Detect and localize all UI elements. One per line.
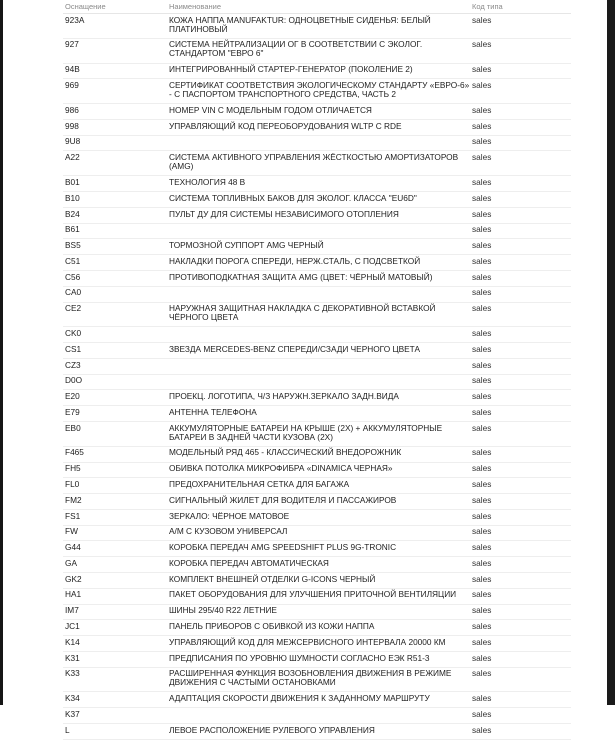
cell-name: УПРАВЛЯЮЩИЙ КОД ПЕРЕОБОРУДОВАНИЯ WLTP С RDE [167,119,470,135]
table-row [63,478,571,494]
header-code: Оснащение [63,0,167,14]
cell-name: СИСТЕМА АКТИВНОГО УПРАВЛЕНИЯ ЖЁСТКОСТЬЮ АМОРТИЗАТОРОВ (AMG) [167,151,470,176]
table-row [63,343,571,359]
cell-type-code: sales [470,79,571,104]
cell-type-code: sales [470,223,571,239]
cell-name [167,223,470,239]
table-row [63,446,571,462]
cell-code: 927 [63,38,167,63]
table-row [63,239,571,255]
table-row [63,192,571,208]
cell-code: FH5 [63,462,167,478]
table-row [63,327,571,343]
table-row [63,525,571,541]
cell-type-code: sales [470,494,571,510]
cell-name: А/М С КУЗОВОМ УНИВЕРСАЛ [167,525,470,541]
cell-code: JC1 [63,620,167,636]
table-row [63,494,571,510]
cell-code: EB0 [63,421,167,446]
cell-type-code: sales [470,104,571,120]
cell-name: ЗЕРКАЛО: ЧЁРНОЕ МАТОВОЕ [167,509,470,525]
table-row [63,692,571,708]
cell-code: B10 [63,192,167,208]
table-row [63,509,571,525]
cell-type-code: sales [470,446,571,462]
cell-type-code: sales [470,406,571,422]
cell-name: СИСТЕМА НЕЙТРАЛИЗАЦИИ ОГ В СООТВЕТСТВИИ С ЭКОЛОГ. СТАНДАРТОМ "ЕВРО 6" [167,38,470,63]
cell-name: ИНТЕГРИРОВАННЫЙ СТАРТЕР-ГЕНЕРАТОР (ПОКОЛЕНИЕ 2) [167,63,470,79]
cell-code: 998 [63,119,167,135]
cell-type-code: sales [470,573,571,589]
cell-type-code: sales [470,651,571,667]
cell-type-code: sales [470,343,571,359]
table-row [63,604,571,620]
table-row [63,573,571,589]
table-row [63,286,571,302]
cell-name: НОМЕР VIN С МОДЕЛЬНЫМ ГОДОМ ОТЛИЧАЕТСЯ [167,104,470,120]
table-row [63,119,571,135]
table-row [63,541,571,557]
cell-type-code: sales [470,390,571,406]
cell-code: CS1 [63,343,167,359]
cell-code: HA1 [63,588,167,604]
cell-name: СИГНАЛЬНЫЙ ЖИЛЕТ ДЛЯ ВОДИТЕЛЯ И ПАССАЖИРОВ [167,494,470,510]
cell-type-code: sales [470,327,571,343]
cell-name: ПРЕДПИСАНИЯ ПО УРОВНЮ ШУМНОСТИ СОГЛАСНО ЕЭК R51-3 [167,651,470,667]
table-row [63,255,571,271]
cell-code: FS1 [63,509,167,525]
cell-code: CE2 [63,302,167,327]
table-row [63,620,571,636]
cell-code: GA [63,557,167,573]
table-row [63,63,571,79]
cell-name: УПРАВЛЯЮЩИЙ КОД ДЛЯ МЕЖСЕРВИСНОГО ИНТЕРВАЛА 20000 КМ [167,636,470,652]
cell-type-code: sales [470,38,571,63]
cell-type-code: sales [470,636,571,652]
table-header-row [63,0,571,14]
cell-code: K14 [63,636,167,652]
cell-type-code: sales [470,588,571,604]
table-row [63,151,571,176]
cell-code: K31 [63,651,167,667]
cell-code: 94B [63,63,167,79]
cell-type-code: sales [470,525,571,541]
cell-name: НАРУЖНАЯ ЗАЩИТНАЯ НАКЛАДКА С ДЕКОРАТИВНОЙ ВСТАВКОЙ ЧЁРНОГО ЦВЕТА [167,302,470,327]
cell-name: ШИНЫ 295/40 R22 ЛЕТНИЕ [167,604,470,620]
table-row [63,390,571,406]
table-body [63,14,571,740]
cell-code: C56 [63,270,167,286]
cell-name: МОДЕЛЬНЫЙ РЯД 465 - КЛАССИЧЕСКИЙ ВНЕДОРОЖНИК [167,446,470,462]
cell-name [167,135,470,151]
table-row [63,588,571,604]
cell-code: E20 [63,390,167,406]
cell-code: BS5 [63,239,167,255]
cell-type-code: sales [470,604,571,620]
cell-type-code: sales [470,724,571,740]
table-row [63,135,571,151]
table-row [63,557,571,573]
header-name: Наименование [167,0,470,14]
table-row [63,176,571,192]
table-row [63,270,571,286]
cell-code: B01 [63,176,167,192]
table-row [63,651,571,667]
cell-name: НАКЛАДКИ ПОРОГА СПЕРЕДИ, НЕРЖ.СТАЛЬ, С ПОДСВЕТКОЙ [167,255,470,271]
cell-name: ПРОЕКЦ. ЛОГОТИПА, Ч/З НАРУЖН.ЗЕРКАЛО ЗАДН.ВИДА [167,390,470,406]
cell-type-code: sales [470,462,571,478]
cell-code: 923A [63,14,167,39]
cell-type-code: sales [470,358,571,374]
cell-code: 9U8 [63,135,167,151]
cell-type-code: sales [470,176,571,192]
cell-type-code: sales [470,239,571,255]
table-row [63,302,571,327]
cell-code: FL0 [63,478,167,494]
cell-name [167,286,470,302]
cell-type-code: sales [470,207,571,223]
equipment-sheet [3,0,607,735]
table-row [63,104,571,120]
cell-name: СЕРТИФИКАТ СООТВЕТСТВИЯ ЭКОЛОГИЧЕСКОМУ СТАНДАРТУ «ЕВРО-6» - С ПАСПОРТОМ ТРАНСПОРТНОГО СРЕДСТВА, ЧАСТЬ 2 [167,79,470,104]
cell-type-code: sales [470,374,571,390]
cell-code: K37 [63,708,167,724]
cell-type-code: sales [470,151,571,176]
cell-code: K34 [63,692,167,708]
cell-type-code: sales [470,14,571,39]
cell-code: B61 [63,223,167,239]
cell-name: ЗВЕЗДА MERCEDES-BENZ СПЕРЕДИ/СЗАДИ ЧЕРНОГО ЦВЕТА [167,343,470,359]
cell-name: АДАПТАЦИЯ СКОРОСТИ ДВИЖЕНИЯ К ЗАДАННОМУ МАРШРУТУ [167,692,470,708]
cell-code: A22 [63,151,167,176]
cell-name: ПАНЕЛЬ ПРИБОРОВ С ОБИВКОЙ ИЗ КОЖИ НАППА [167,620,470,636]
cell-name: ТОРМОЗНОЙ СУППОРТ AMG ЧЕРНЫЙ [167,239,470,255]
cell-name: АНТЕННА ТЕЛЕФОНА [167,406,470,422]
cell-type-code: sales [470,541,571,557]
cell-type-code: sales [470,135,571,151]
cell-name: КОМПЛЕКТ ВНЕШНЕЙ ОТДЕЛКИ G-ICONS ЧЕРНЫЙ [167,573,470,589]
cell-type-code: sales [470,620,571,636]
cell-code: CZ3 [63,358,167,374]
table-row [63,14,571,39]
cell-code: GK2 [63,573,167,589]
cell-code: C51 [63,255,167,271]
cell-name: ОБИВКА ПОТОЛКА МИКРОФИБРА «DINAMICA ЧЕРНАЯ» [167,462,470,478]
cell-code: F465 [63,446,167,462]
table-row [63,207,571,223]
cell-code: CA0 [63,286,167,302]
cell-code: B24 [63,207,167,223]
table-row [63,358,571,374]
cell-type-code: sales [470,119,571,135]
table-row [63,406,571,422]
cell-name: ПУЛЬТ ДУ ДЛЯ СИСТЕМЫ НЕЗАВИСИМОГО ОТОПЛЕНИЯ [167,207,470,223]
cell-code: FW [63,525,167,541]
cell-name: ТЕХНОЛОГИЯ 48 В [167,176,470,192]
cell-type-code: sales [470,692,571,708]
cell-name: КОРОБКА ПЕРЕДАЧ AMG SPEEDSHIFT PLUS 9G-TRONIC [167,541,470,557]
cell-code: 969 [63,79,167,104]
cell-type-code: sales [470,63,571,79]
cell-name [167,358,470,374]
cell-code: FM2 [63,494,167,510]
cell-code: D0O [63,374,167,390]
cell-type-code: sales [470,270,571,286]
table-row [63,79,571,104]
table-row [63,636,571,652]
cell-name: КОРОБКА ПЕРЕДАЧ АВТОМАТИЧЕСКАЯ [167,557,470,573]
cell-type-code: sales [470,708,571,724]
cell-code: IM7 [63,604,167,620]
table-row [63,667,571,692]
cell-name: ПРОТИВОПОДКАТНАЯ ЗАЩИТА AMG (ЦВЕТ: ЧЁРНЫЙ МАТОВЫЙ) [167,270,470,286]
cell-code: G44 [63,541,167,557]
table-row [63,223,571,239]
right-dark-border [607,0,615,705]
cell-name: КОЖА НАППА MANUFAKTUR: ОДНОЦВЕТНЫЕ СИДЕНЬЯ: БЕЛЫЙ ПЛАТИНОВЫЙ [167,14,470,39]
cell-code: L [63,724,167,740]
cell-type-code: sales [470,421,571,446]
cell-code: CK0 [63,327,167,343]
cell-name [167,708,470,724]
cell-name: АККУМУЛЯТОРНЫЕ БАТАРЕИ НА КРЫШЕ (2X) + АККУМУЛЯТОРНЫЕ БАТАРЕИ В ЗАДНЕЙ ЧАСТИ КУЗОВА (2X) [167,421,470,446]
cell-name: СИСТЕМА ТОПЛИВНЫХ БАКОВ ДЛЯ ЭКОЛОГ. КЛАССА "EU6D" [167,192,470,208]
header-type-code: Код типа [470,0,571,14]
cell-name: ПРЕДОХРАНИТЕЛЬНАЯ СЕТКА ДЛЯ БАГАЖА [167,478,470,494]
cell-type-code: sales [470,286,571,302]
cell-name: ЛЕВОЕ РАСПОЛОЖЕНИЕ РУЛЕВОГО УПРАВЛЕНИЯ [167,724,470,740]
table-row [63,38,571,63]
cell-type-code: sales [470,509,571,525]
table-row [63,724,571,740]
cell-type-code: sales [470,302,571,327]
table-row [63,374,571,390]
cell-code: 986 [63,104,167,120]
cell-name [167,327,470,343]
cell-type-code: sales [470,478,571,494]
table-row [63,708,571,724]
cell-type-code: sales [470,667,571,692]
cell-name: ПАКЕТ ОБОРУДОВАНИЯ ДЛЯ УЛУЧШЕНИЯ ПРИТОЧНОЙ ВЕНТИЛЯЦИИ [167,588,470,604]
cell-type-code: sales [470,255,571,271]
cell-name: РАСШИРЕННАЯ ФУНКЦИЯ ВОЗОБНОВЛЕНИЯ ДВИЖЕНИЯ В РЕЖИМЕ ДВИЖЕНИЯ С ЧАСТЫМИ ОСТАНОВКАМИ [167,667,470,692]
cell-name [167,374,470,390]
cell-code: K33 [63,667,167,692]
equipment-table [63,0,571,740]
cell-type-code: sales [470,557,571,573]
table-row [63,421,571,446]
table-row [63,462,571,478]
cell-type-code: sales [470,192,571,208]
cell-code: E79 [63,406,167,422]
